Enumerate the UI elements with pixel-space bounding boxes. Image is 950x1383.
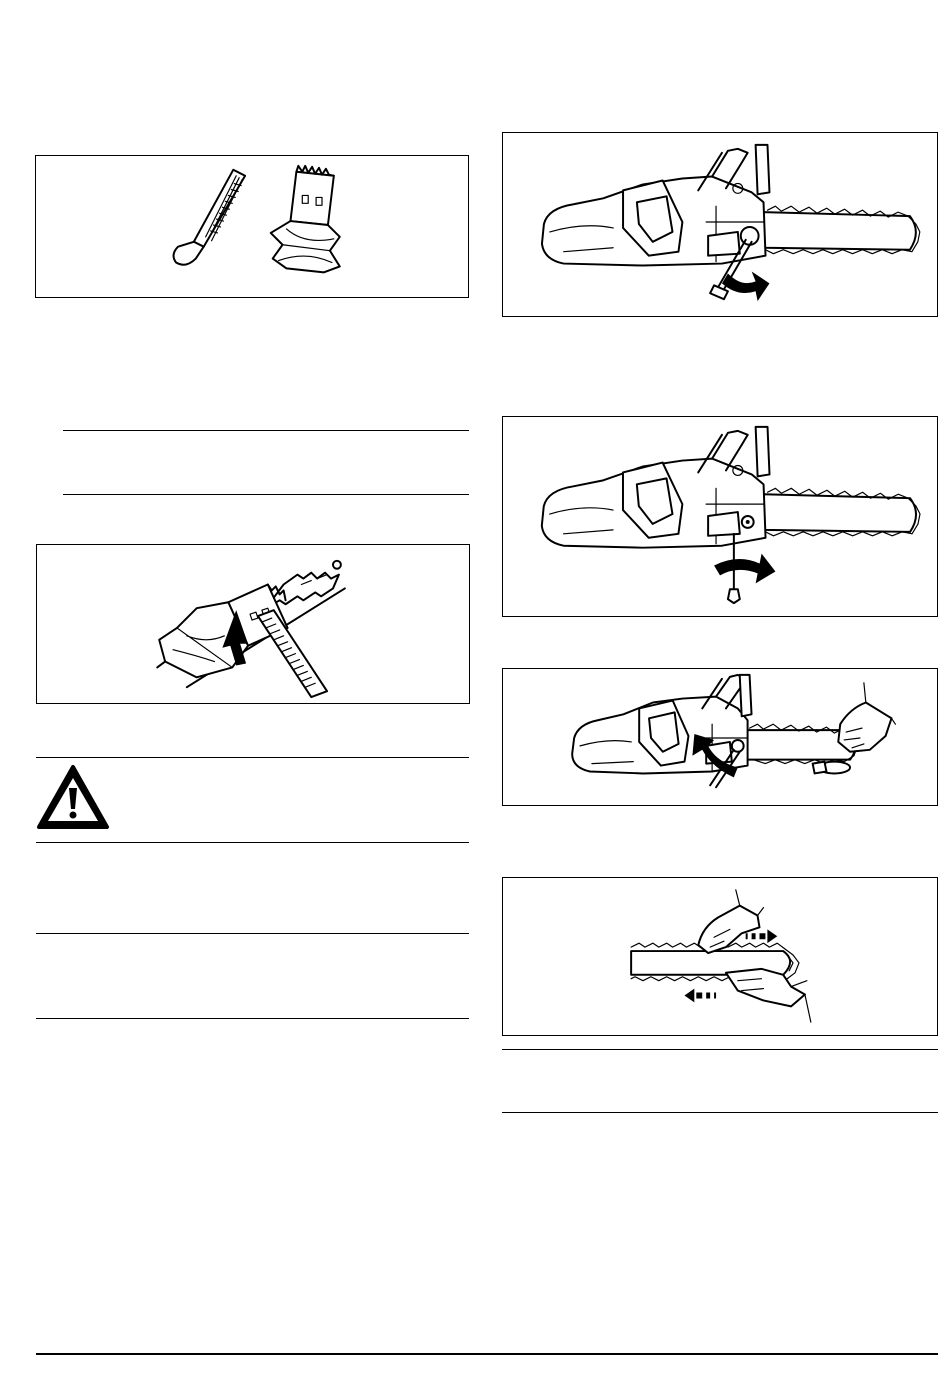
notice-rule-top <box>63 430 469 431</box>
figure-chainsaw-loosen-nut <box>502 132 938 317</box>
warning-triangle-icon <box>36 764 110 830</box>
figure-file-and-gauge <box>35 155 469 298</box>
footer-rule <box>36 1353 938 1355</box>
chainsaw-loosen-nut-illustration <box>503 133 937 316</box>
chainsaw-icon <box>542 145 920 266</box>
flat-file-icon <box>258 610 327 697</box>
file-and-gauge-illustration <box>36 156 468 297</box>
chainsaw-adjust-screw-illustration <box>503 417 937 616</box>
rotate-arrow-icon <box>714 554 775 584</box>
notice-rule-bottom <box>63 494 469 495</box>
figure-chain-pull-check <box>502 877 938 1036</box>
warning-rule-bottom <box>36 842 469 843</box>
depth-gauge-tool-icon <box>271 166 340 272</box>
depth-gauge-on-chain-illustration <box>37 545 469 703</box>
arrow-left-icon <box>684 989 716 1003</box>
chainsaw-icon <box>542 427 920 548</box>
warning-rule-top <box>36 757 469 758</box>
chain-pull-check-illustration <box>503 878 937 1035</box>
figure-chainsaw-tighten-nut <box>502 668 938 806</box>
figure-depth-gauge-on-chain <box>36 544 470 704</box>
right-rule-2 <box>502 1112 938 1113</box>
right-rule-1 <box>502 1049 938 1050</box>
figure-chainsaw-adjust-screw <box>502 416 938 617</box>
chainsaw-tighten-nut-illustration <box>503 669 937 805</box>
section-rule-2 <box>36 1018 469 1019</box>
rotate-arrow-icon <box>722 271 769 301</box>
section-rule-1 <box>36 933 469 934</box>
flat-file-icon <box>174 170 246 265</box>
